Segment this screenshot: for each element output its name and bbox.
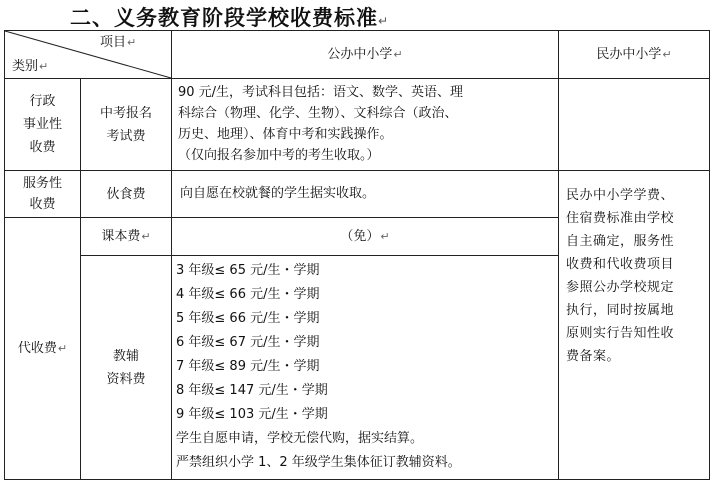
header-public: 公办中小学 ↵ <box>327 47 403 62</box>
collect-category: 代收费 ↵ <box>17 341 68 356</box>
textbook-item: 课本费 ↵ <box>101 229 151 244</box>
service-item: 伙食费 <box>106 186 146 202</box>
admin-category: 行政 事业性 收费 <box>22 94 62 155</box>
paragraph-mark: ↵ <box>378 14 390 28</box>
aux-item: 教辅 资料费 <box>106 348 146 387</box>
aux-line: 学生自愿申请，学校无偿代购，据实结算。 <box>176 431 424 446</box>
private-description: 民办中小学学费、 住宿费标准由学校 自主确定，服务性 收费和代收费项目 参照公办学校规定 执行，同时按属地 原则实行告知性收 费备案。 <box>566 188 675 364</box>
service-category: 服务性 收费 <box>22 176 62 212</box>
admin-description: 90 元/生，考试科目包括：语文、数学、英语、理 科综合（物理、化学、生物）、文科综合（政治、 历史、地理）、体育中考和实践操作。 （仅向报名参加中考的考生收取。） <box>178 85 464 163</box>
title-text: 二、义务教育阶段学校收费标准 <box>70 6 378 30</box>
aux-line: 8 年级≤ 147 元/生・学期 <box>176 383 328 398</box>
aux-line: 4 年级≤ 66 元/生・学期 <box>176 287 320 302</box>
admin-item: 中考报名 考试费 <box>99 105 152 144</box>
textbook-description: （免） ↵ <box>340 229 390 244</box>
aux-line: 严禁组织小学 1、2 年级学生集体征订教辅资料。 <box>176 455 461 470</box>
aux-line: 6 年级≤ 67 元/生・学期 <box>176 335 320 350</box>
header-item-label: 项目↵ <box>100 35 137 50</box>
aux-line: 3 年级≤ 65 元/生・学期 <box>176 263 320 278</box>
aux-line: 7 年级≤ 89 元/生・学期 <box>176 359 320 374</box>
aux-description <box>176 259 556 475</box>
header-category-label: 类别↵ <box>12 59 49 74</box>
header-private: 民办中小学 ↵ <box>596 47 672 62</box>
aux-line: 5 年级≤ 66 元/生・学期 <box>176 311 320 326</box>
aux-line: 9 年级≤ 103 元/生・学期 <box>176 407 328 422</box>
service-description: 向自愿在校就餐的学生据实收取。 <box>180 186 376 201</box>
